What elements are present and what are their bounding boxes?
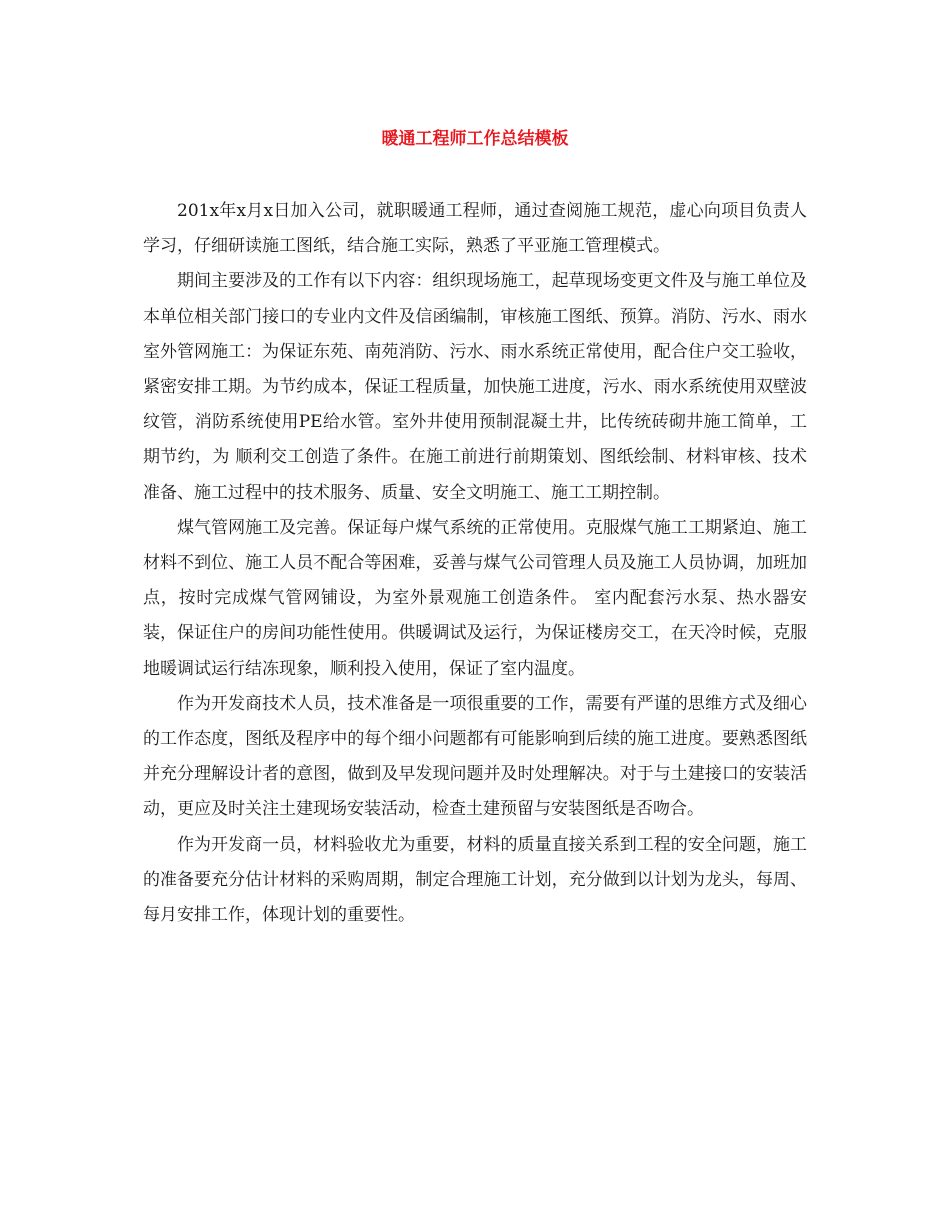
paragraph-5: 作为开发商一员，材料验收尤为重要，材料的质量直接关系到工程的安全问题，施工的准备要充分估计材料的采购周期，制定合理施工计划，充分做到以计划为龙头，每周、每月安排工作，体现计划的重要性。 [143, 834, 807, 926]
paragraph-1: 201x年x月x日加入公司，就职暖通工程师，通过查阅施工规范，虚心向项目负责人学习，仔细研读施工图纸，结合施工实际，熟悉了平亚施工管理模式。 [143, 201, 807, 257]
page-title: 暖通工程师工作总结模板 [381, 129, 569, 149]
paragraph-4: 作为开发商技术人员，技术准备是一项很重要的工作，需要有严谨的思维方式及细心的工作态度，图纸及程序中的每个细小问题都有可能影响到后续的施工进度。要熟悉图纸并充分理解设计者的意图，做到及早发现问题并及时处理解决。对于与土建接口的安装活动，更应及时关注土建现场安装活动，检查土建预留与安装图纸是否吻合。 [143, 693, 807, 820]
paragraph-3: 煤气管网施工及完善。保证每户煤气系统的正常使用。克服煤气施工工期紧迫、施工材料不到位、施工人员不配合等困难，妥善与煤气公司管理人员及施工人员协调，加班加点，按时完成煤气管网铺设，为室外景观施工创造条件。 室内配套污水泵、热水器安装，保证住户的房间功能性使用。供暖调试及运行，为保证楼房交工，在天冷时候，克服地暖调试运行结冻现象，顺利投入使用，保证了室内温度。 [143, 517, 807, 679]
paragraph-2: 期间主要涉及的工作有以下内容：组织现场施工，起草现场变更文件及与施工单位及本单位相关部门接口的专业内文件及信函编制，审核施工图纸、预算。消防、污水、雨水室外管网施工：为保证东苑、南苑消防、污水、雨水系统正常使用，配合住户交工验收，紧密安排工期。为节约成本，保证工程质量，加快施工进度，污水、雨水系统使用双壁波纹管，消防系统使用PE给水管。室外井使用预制混凝土井，比传统砖砌井施工简单，工期节约，为 顺利交工创造了条件。在施工前进行前期策划、图纸绘制、材料审核、技术准备、施工过程中的技术服务、质量、安全文明施工、施工工期控制。 [143, 271, 807, 503]
document-body [143, 194, 807, 933]
